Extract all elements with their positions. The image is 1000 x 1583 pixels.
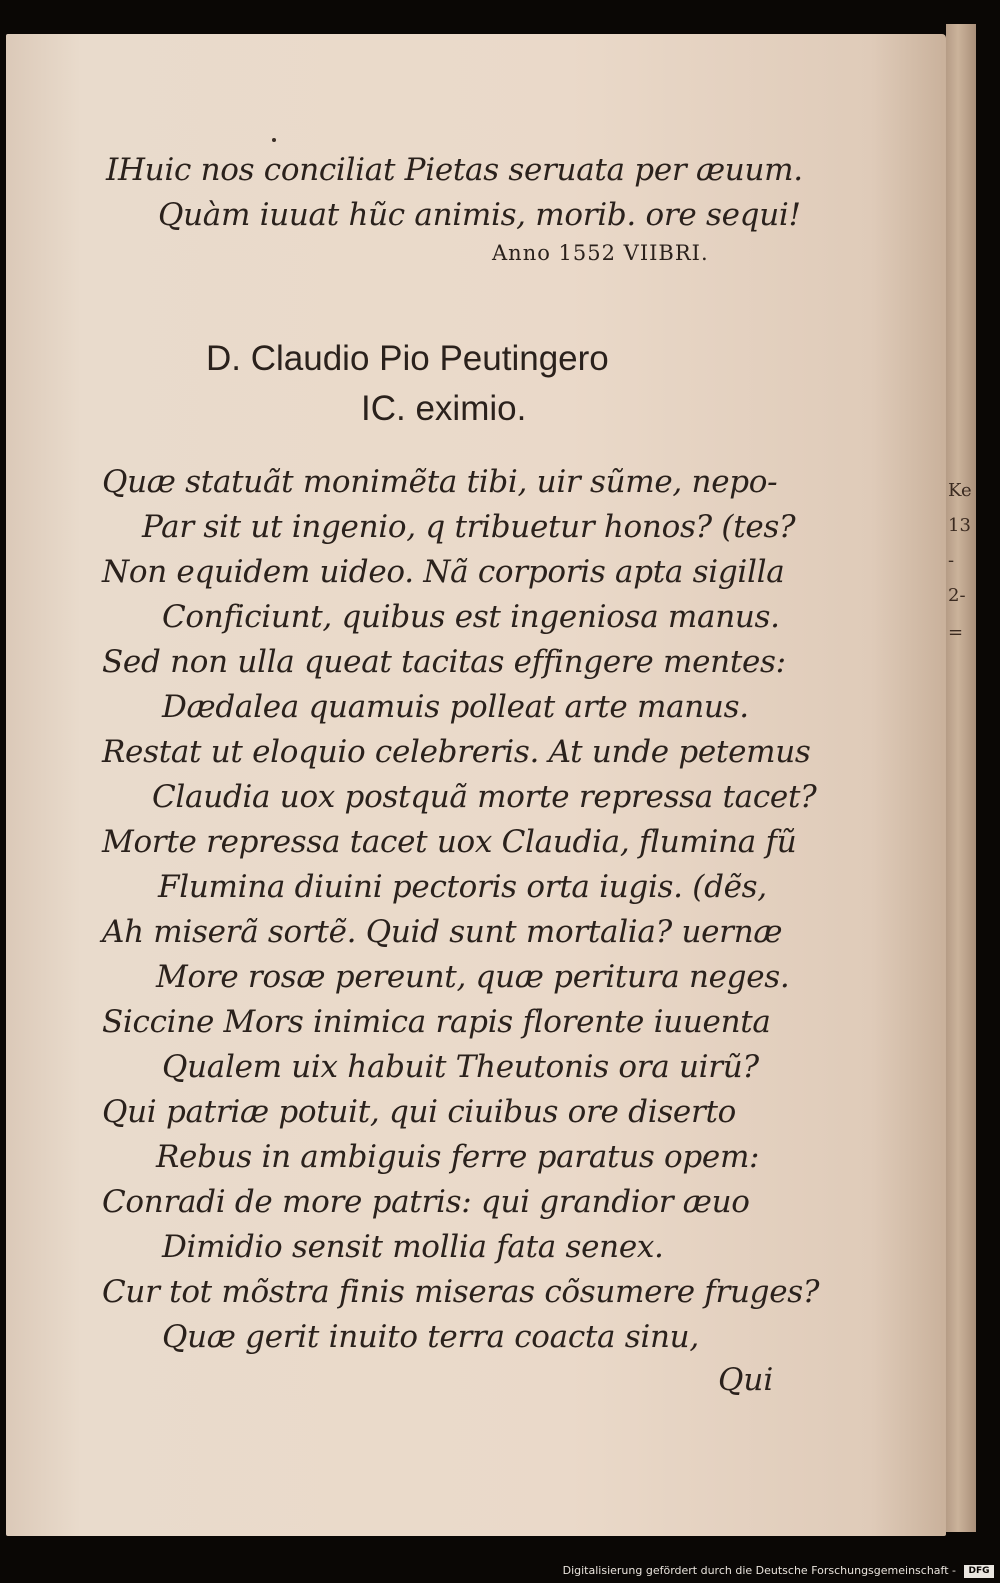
poem-line: Morte repressa tacet uox Claudia, flumina fũ xyxy=(102,824,797,860)
poem-line: Qui patriæ potuit, qui ciuibus ore diserto xyxy=(102,1094,737,1130)
ink-speck xyxy=(272,138,276,142)
header-verse-line-1: IHuic nos conciliat Pietas seruata per æuum. xyxy=(106,152,803,188)
dfg-logo: DFG xyxy=(964,1565,994,1578)
edge-mark: = xyxy=(948,622,964,643)
poem-line: Flumina diuini pectoris orta iugis. (dẽs, xyxy=(158,869,767,905)
poem-line: Conficiunt, quibus est ingeniosa manus. xyxy=(162,599,780,635)
poem-line: Siccine Mors inimica rapis florente iuuenta xyxy=(102,1004,771,1040)
header-verse-line-2: Quàm iuuat hũc animis, morib. ore sequi! xyxy=(158,197,801,233)
book-page xyxy=(6,34,946,1536)
poem-line: Rebus in ambiguis ferre paratus opem: xyxy=(156,1139,760,1175)
edge-mark: 13 xyxy=(948,515,971,536)
poem-line: Conradi de more patris: qui grandior æuo xyxy=(102,1184,750,1220)
page-edge xyxy=(946,24,976,1532)
edge-mark: Ke xyxy=(948,480,972,501)
poem-line: Sed non ulla queat tacitas effingere mentes: xyxy=(102,644,786,680)
poem-line: Qualem uix habuit Theutonis ora uirũ? xyxy=(162,1049,759,1085)
poem-line: Restat ut eloquio celebreris. At unde petemus xyxy=(102,734,811,770)
poem-line: Par sit ut ingenio, q tribuetur honos? (tes? xyxy=(142,509,796,545)
edge-mark: - xyxy=(948,550,955,571)
date-line: Anno 1552 VIIBRI. xyxy=(492,241,709,265)
poem-line: Cur tot mõstra finis miseras cõsumere fruges? xyxy=(102,1274,820,1310)
catchword: Qui xyxy=(718,1362,774,1398)
poem-line: Non equidem uideo. Nã corporis apta sigilla xyxy=(102,554,785,590)
poem-line: Dimidio sensit mollia fata senex. xyxy=(162,1229,664,1265)
poem-line: Quæ statuãt monimẽta tibi, uir sũme, nepo- xyxy=(102,464,778,500)
digitization-credit: Digitalisierung gefördert durch die Deutsche Forschungsgemeinschaft - xyxy=(562,1564,956,1577)
scan-background xyxy=(0,1536,1000,1566)
poem-line: Ah miserã sortẽ. Quid sunt mortalia? uernæ xyxy=(102,914,783,950)
poem-line: More rosæ pereunt, quæ peritura neges. xyxy=(156,959,790,995)
poem-line: Dædalea quamuis polleat arte manus. xyxy=(162,689,749,725)
poem-line: Claudia uox postquã morte repressa tacet? xyxy=(152,779,817,815)
page-subtitle: IC. eximio. xyxy=(361,389,527,428)
edge-mark: 2- xyxy=(948,585,966,606)
page-title: D. Claudio Pio Peutingero xyxy=(206,339,609,378)
poem-line: Quæ gerit inuito terra coacta sinu, xyxy=(162,1319,699,1355)
